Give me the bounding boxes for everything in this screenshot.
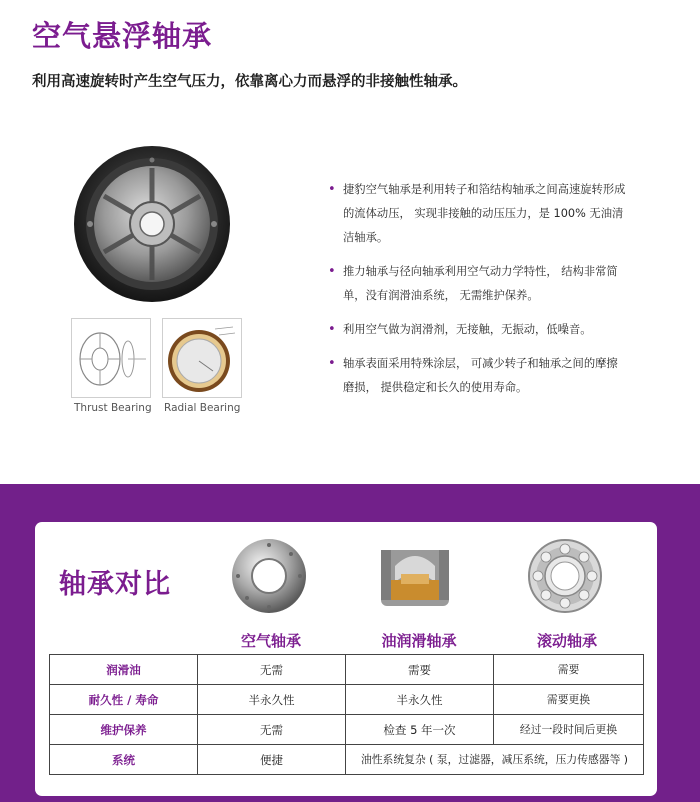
table-cell: 检查 5 年一次 bbox=[346, 715, 494, 745]
rolling-bearing-image bbox=[525, 536, 605, 616]
table-cell: 经过一段时间后更换 bbox=[494, 715, 644, 745]
product-name-air: 空气轴承 bbox=[240, 632, 301, 650]
table-cell: 需要 bbox=[494, 655, 644, 685]
table-cell: 需要 bbox=[346, 655, 494, 685]
radial-bearing-diagram bbox=[162, 318, 242, 398]
table-cell-merged: 油性系统复杂 ( 泵，过滤器，减压系统，压力传感器等 ) bbox=[346, 745, 644, 775]
table-cell: 半永久性 bbox=[346, 685, 494, 715]
table-row bbox=[50, 655, 644, 685]
row-header: 维护保养 bbox=[50, 715, 198, 745]
table-cell: 半永久性 bbox=[198, 685, 346, 715]
air-bearing-photo bbox=[72, 144, 232, 304]
table-row bbox=[50, 685, 644, 715]
feature-item: • 轴承表面采用特殊涂层， 可减少转子和轴承之间的摩擦磨损， 提供稳定和长久的使用寿命。 bbox=[328, 352, 628, 400]
thrust-bearing-caption: Thrust Bearing bbox=[74, 402, 152, 414]
table-cell: 需要更换 bbox=[494, 685, 644, 715]
feature-item: • 利用空气做为润滑剂，无接触，无振动，低噪音。 bbox=[328, 318, 628, 342]
comparison-card bbox=[35, 522, 657, 796]
table-cell: 无需 bbox=[198, 715, 346, 745]
air-bearing-image bbox=[229, 536, 309, 616]
feature-item: • 推力轴承与径向轴承利用空气动力学特性， 结构非常简单，没有润滑油系统， 无需维护保养。 bbox=[328, 260, 628, 308]
comparison-table bbox=[49, 654, 644, 775]
thrust-bearing-icon bbox=[72, 319, 150, 397]
table-cell: 便捷 bbox=[198, 745, 346, 775]
product-name-oil: 油润滑轴承 bbox=[381, 632, 457, 650]
radial-bearing-caption: Radial Bearing bbox=[164, 402, 241, 414]
page-title: 空气悬浮轴承 bbox=[32, 19, 213, 53]
radial-bearing-icon bbox=[163, 319, 241, 397]
table-row bbox=[50, 745, 644, 775]
comparison-title: 轴承对比 bbox=[59, 569, 171, 600]
feature-list bbox=[328, 178, 628, 410]
feature-item: • 捷豹空气轴承是利用转子和箔结构轴承之间高速旋转形成的流体动压， 实现非接触的动压压力，是 100% 无油清洁轴承。 bbox=[328, 178, 628, 250]
row-header: 系统 bbox=[50, 745, 198, 775]
oil-bearing-image bbox=[375, 536, 455, 616]
row-header: 润滑油 bbox=[50, 655, 198, 685]
table-cell: 无需 bbox=[198, 655, 346, 685]
table-row bbox=[50, 715, 644, 745]
thrust-bearing-diagram bbox=[71, 318, 151, 398]
product-name-rolling: 滚动轴承 bbox=[536, 632, 597, 650]
row-header: 耐久性 / 寿命 bbox=[50, 685, 198, 715]
page-subtitle: 利用高速旋转时产生空气压力，依靠离心力而悬浮的非接触性轴承。 bbox=[32, 74, 467, 90]
